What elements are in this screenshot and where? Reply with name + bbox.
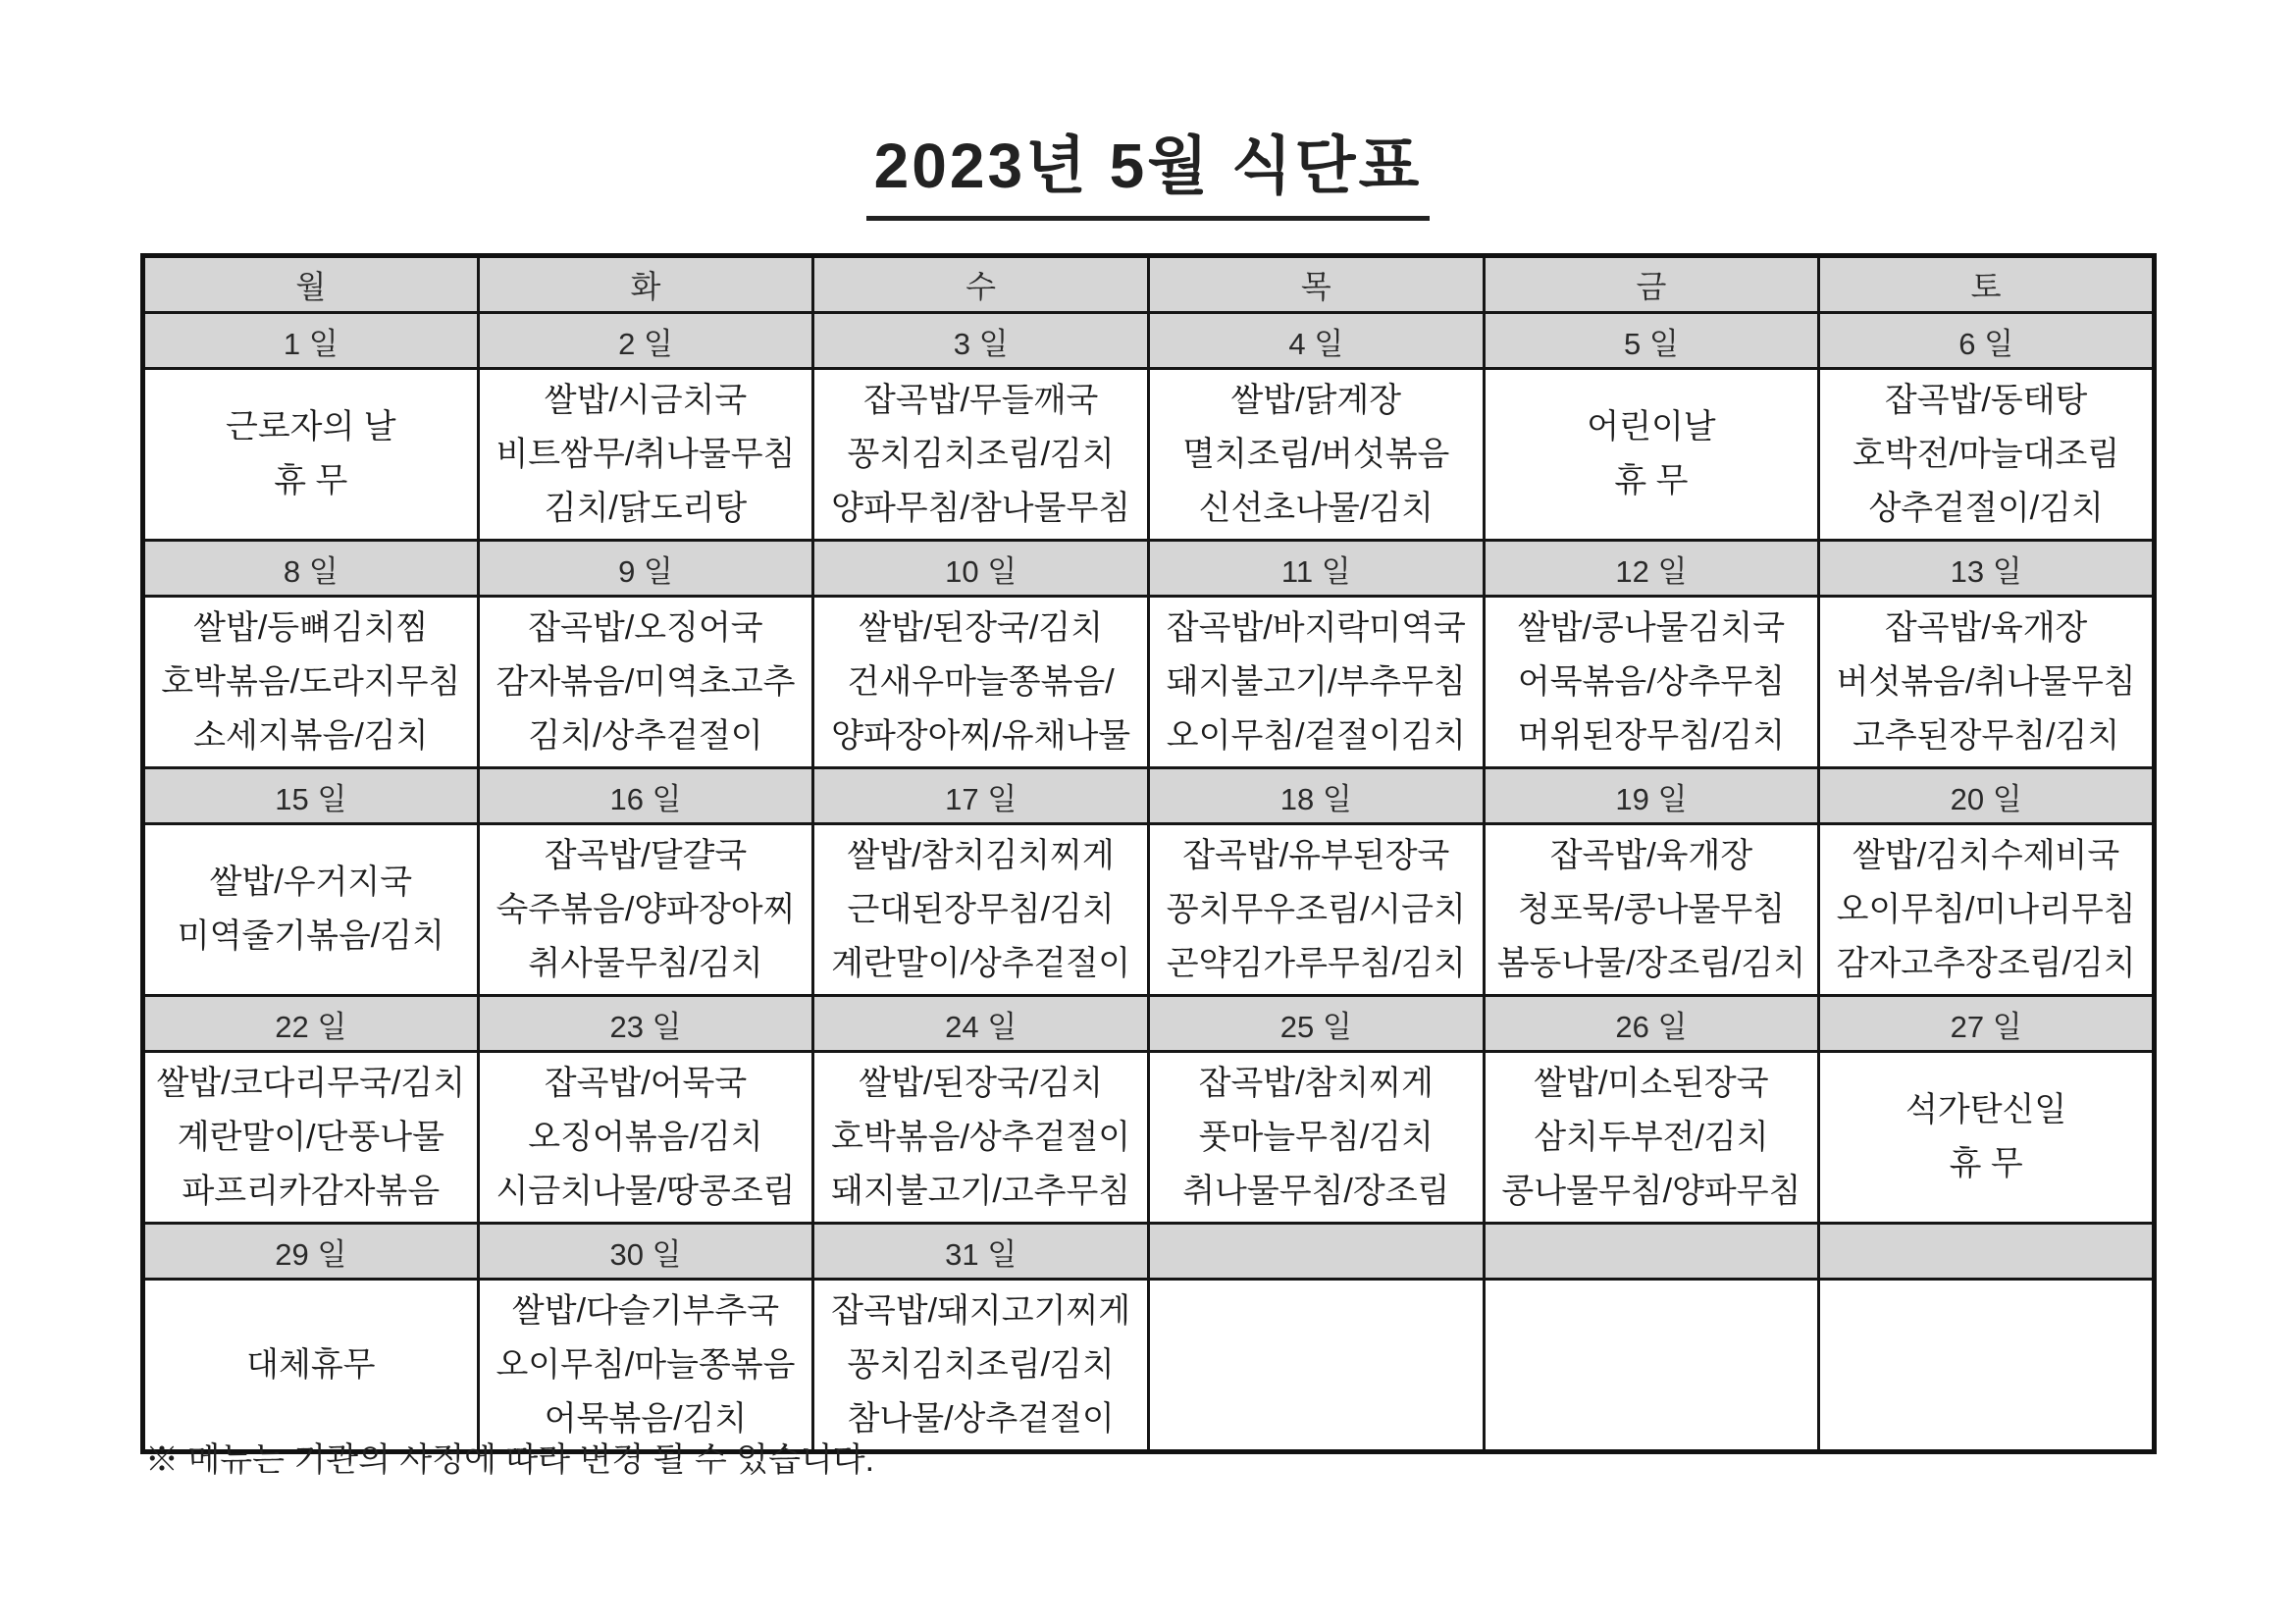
- menu-line: 잡곡밥/달걀국: [544, 836, 748, 874]
- menu-line: 호박전/마늘대조림: [1852, 435, 2120, 473]
- date-cell: 12 일: [1484, 541, 1819, 597]
- menu-line: 석가탄신일: [1905, 1091, 2067, 1128]
- weekday-header-cell: 화: [478, 256, 813, 313]
- empty-menu-cell: [1819, 1280, 2155, 1452]
- empty-date-cell: [1484, 1224, 1819, 1280]
- date-row: [143, 541, 2155, 597]
- menu-cell: [813, 824, 1149, 996]
- menu-cell: [813, 597, 1149, 768]
- menu-line: 오징어볶음/김치: [528, 1118, 763, 1156]
- menu-cell: [478, 369, 813, 541]
- menu-line: 휴 무: [274, 462, 348, 499]
- menu-cell: [143, 597, 479, 768]
- menu-line: 고추된장무침/김치: [1852, 716, 2120, 755]
- menu-row: [143, 824, 2155, 996]
- menu-line: 잡곡밥/동태탕: [1884, 381, 2088, 419]
- menu-line: 어묵볶음/김치: [544, 1399, 748, 1438]
- menu-line: 계란말이/상추겉절이: [831, 944, 1131, 982]
- menu-line: 소세지볶음/김치: [193, 716, 429, 755]
- menu-line: 대체휴무: [246, 1345, 376, 1384]
- menu-line: 잡곡밥/어묵국: [544, 1064, 748, 1102]
- menu-cell: [813, 1052, 1149, 1224]
- date-cell: 16 일: [478, 768, 813, 824]
- menu-cell: [1148, 1052, 1484, 1224]
- menu-cell: [813, 369, 1149, 541]
- menu-cell: [1148, 597, 1484, 768]
- menu-cell: [1484, 1052, 1819, 1224]
- date-cell: 5 일: [1484, 313, 1819, 369]
- date-row: [143, 996, 2155, 1052]
- menu-line: 잡곡밥/참치찌게: [1198, 1064, 1434, 1102]
- empty-menu-cell: [1484, 1280, 1819, 1452]
- menu-line: 어린이날: [1587, 408, 1716, 445]
- menu-line: 쌀밥/된장국/김치: [859, 608, 1104, 647]
- menu-line: 잡곡밥/육개장: [1884, 608, 2088, 647]
- menu-cell: [143, 369, 479, 541]
- menu-cell: [478, 597, 813, 768]
- date-cell: 27 일: [1819, 996, 2155, 1052]
- menu-line: 쌀밥/콩나물김치국: [1517, 608, 1786, 647]
- menu-row: [143, 369, 2155, 541]
- menu-line: 버섯볶음/취나물무침: [1836, 662, 2136, 701]
- menu-line: 쌀밥/참치김치찌게: [847, 836, 1115, 874]
- menu-line: 청포묵/콩나물무침: [1517, 890, 1786, 928]
- menu-cell: [143, 1280, 479, 1452]
- menu-line: 오이무침/미나리무침: [1836, 890, 2136, 928]
- meal-plan-table: [140, 253, 2157, 1454]
- menu-line: 잡곡밥/유부된장국: [1182, 836, 1450, 874]
- menu-line: 미역줄기볶음/김치: [177, 917, 444, 955]
- menu-line: 휴 무: [1614, 462, 1689, 499]
- weekday-header-cell: 금: [1484, 256, 1819, 313]
- empty-date-cell: [1819, 1224, 2155, 1280]
- menu-line: 호박볶음/상추겉절이: [831, 1118, 1131, 1156]
- menu-line: 쌀밥/다슬기부추국: [511, 1291, 780, 1330]
- weekday-header-cell: 토: [1819, 256, 2155, 313]
- date-row: [143, 1224, 2155, 1280]
- menu-line: 잡곡밥/오징어국: [528, 608, 763, 647]
- date-cell: 10 일: [813, 541, 1149, 597]
- menu-line: 계란말이/단풍나물: [177, 1118, 444, 1156]
- empty-menu-cell: [1148, 1280, 1484, 1452]
- menu-cell: [1484, 597, 1819, 768]
- date-cell: 2 일: [478, 313, 813, 369]
- menu-cell: [1148, 369, 1484, 541]
- date-cell: 15 일: [143, 768, 479, 824]
- menu-row: [143, 1052, 2155, 1224]
- date-cell: 9 일: [478, 541, 813, 597]
- menu-cell: [1148, 824, 1484, 996]
- menu-cell: [1484, 824, 1819, 996]
- date-cell: 19 일: [1484, 768, 1819, 824]
- menu-line: 잡곡밥/바지락미역국: [1166, 608, 1466, 647]
- menu-line: 오이무침/겉절이김치: [1166, 716, 1466, 755]
- menu-line: 돼지불고기/부추무침: [1166, 662, 1466, 701]
- menu-cell: [478, 1052, 813, 1224]
- menu-line: 어묵볶음/상추무침: [1517, 662, 1786, 701]
- date-cell: 1 일: [143, 313, 479, 369]
- menu-line: 꽁치무우조림/시금치: [1166, 890, 1466, 928]
- menu-line: 상추겉절이/김치: [1868, 489, 2104, 527]
- date-cell: 8 일: [143, 541, 479, 597]
- menu-line: 삼치두부전/김치: [1534, 1118, 1769, 1156]
- date-cell: 22 일: [143, 996, 479, 1052]
- date-cell: 4 일: [1148, 313, 1484, 369]
- menu-line: 쌀밥/된장국/김치: [859, 1064, 1104, 1102]
- menu-line: 돼지불고기/고추무침: [831, 1172, 1131, 1210]
- menu-line: 신선초나물/김치: [1198, 489, 1434, 527]
- menu-cell: [143, 824, 479, 996]
- menu-line: 취사물무침/김치: [528, 944, 763, 982]
- date-cell: 11 일: [1148, 541, 1484, 597]
- menu-line: 멸치조림/버섯볶음: [1182, 435, 1450, 473]
- menu-line: 감자볶음/미역초고추: [496, 662, 796, 701]
- menu-line: 근로자의 날: [225, 408, 396, 445]
- date-cell: 17 일: [813, 768, 1149, 824]
- date-cell: 30 일: [478, 1224, 813, 1280]
- menu-line: 오이무침/마늘쫑볶음: [496, 1345, 796, 1384]
- menu-line: 호박볶음/도라지무침: [161, 662, 461, 701]
- menu-line: 머위된장무침/김치: [1517, 716, 1786, 755]
- date-cell: 6 일: [1819, 313, 2155, 369]
- menu-line: 잡곡밥/무들깨국: [862, 381, 1099, 419]
- menu-line: 쌀밥/시금치국: [544, 381, 748, 419]
- date-cell: 3 일: [813, 313, 1149, 369]
- menu-line: 취나물무침/장조림: [1182, 1172, 1450, 1210]
- menu-line: 쌀밥/등뼈김치찜: [193, 608, 429, 647]
- menu-line: 쌀밥/미소된장국: [1534, 1064, 1769, 1102]
- date-cell: 26 일: [1484, 996, 1819, 1052]
- meal-plan-table-body: [143, 256, 2155, 1452]
- date-cell: 13 일: [1819, 541, 2155, 597]
- date-row: [143, 313, 2155, 369]
- page-title: [0, 116, 2296, 221]
- page-title-text: 2023년 5월 식단표: [866, 116, 1431, 221]
- menu-line: 콩나물무침/양파무침: [1501, 1172, 1801, 1210]
- date-cell: 18 일: [1148, 768, 1484, 824]
- menu-cell: [143, 1052, 479, 1224]
- menu-line: 건새우마늘쫑볶음/: [847, 662, 1115, 701]
- menu-cell: [478, 824, 813, 996]
- menu-line: 쌀밥/코다리무국/김치: [156, 1064, 466, 1102]
- menu-line: 근대된장무침/김치: [847, 890, 1115, 928]
- menu-cell: [1484, 369, 1819, 541]
- footnote: ※ 메뉴는 기관의 사정에 따라 변경 될 수 있습니다.: [145, 1441, 875, 1479]
- menu-line: 풋마늘무침/김치: [1198, 1118, 1434, 1156]
- menu-line: 쌀밥/닭계장: [1230, 381, 1402, 419]
- menu-line: 시금치나물/땅콩조림: [496, 1172, 796, 1210]
- menu-line: 쌀밥/우거지국: [209, 864, 413, 901]
- menu-cell: [1819, 369, 2155, 541]
- date-row: [143, 768, 2155, 824]
- date-cell: 25 일: [1148, 996, 1484, 1052]
- menu-line: 봄동나물/장조림/김치: [1496, 944, 1806, 982]
- date-cell: 29 일: [143, 1224, 479, 1280]
- menu-cell: [1819, 1052, 2155, 1224]
- menu-line: 비트쌈무/취나물무침: [496, 435, 796, 473]
- date-cell: 23 일: [478, 996, 813, 1052]
- menu-cell: [478, 1280, 813, 1452]
- date-cell: 24 일: [813, 996, 1149, 1052]
- menu-line: 양파장아찌/유채나물: [831, 716, 1131, 755]
- menu-line: 곤약김가루무침/김치: [1166, 944, 1466, 982]
- menu-line: 휴 무: [1949, 1145, 2023, 1182]
- empty-date-cell: [1148, 1224, 1484, 1280]
- menu-line: 양파무침/참나물무침: [831, 489, 1131, 527]
- weekday-header-cell: 수: [813, 256, 1149, 313]
- menu-line: 숙주볶음/양파장아찌: [496, 890, 796, 928]
- menu-line: 꽁치김치조림/김치: [847, 435, 1115, 473]
- menu-line: 감자고추장조림/김치: [1836, 944, 2136, 982]
- menu-row: [143, 1280, 2155, 1452]
- menu-cell: [1819, 824, 2155, 996]
- menu-line: 잡곡밥/돼지고기찌게: [831, 1291, 1131, 1330]
- menu-cell: [1819, 597, 2155, 768]
- menu-cell: [813, 1280, 1149, 1452]
- menu-row: [143, 597, 2155, 768]
- weekday-header-cell: 월: [143, 256, 479, 313]
- menu-line: 파프리카감자볶음: [182, 1172, 441, 1210]
- date-cell: 20 일: [1819, 768, 2155, 824]
- weekday-header-row: [143, 256, 2155, 313]
- menu-line: 꽁치김치조림/김치: [847, 1345, 1115, 1384]
- menu-line: 김치/상추겉절이: [528, 716, 763, 755]
- weekday-header-cell: 목: [1148, 256, 1484, 313]
- menu-line: 참나물/상추겉절이: [847, 1399, 1115, 1438]
- menu-line: 김치/닭도리탕: [544, 489, 748, 527]
- menu-line: 잡곡밥/육개장: [1549, 836, 1753, 874]
- menu-line: 쌀밥/김치수제비국: [1852, 836, 2120, 874]
- date-cell: 31 일: [813, 1224, 1149, 1280]
